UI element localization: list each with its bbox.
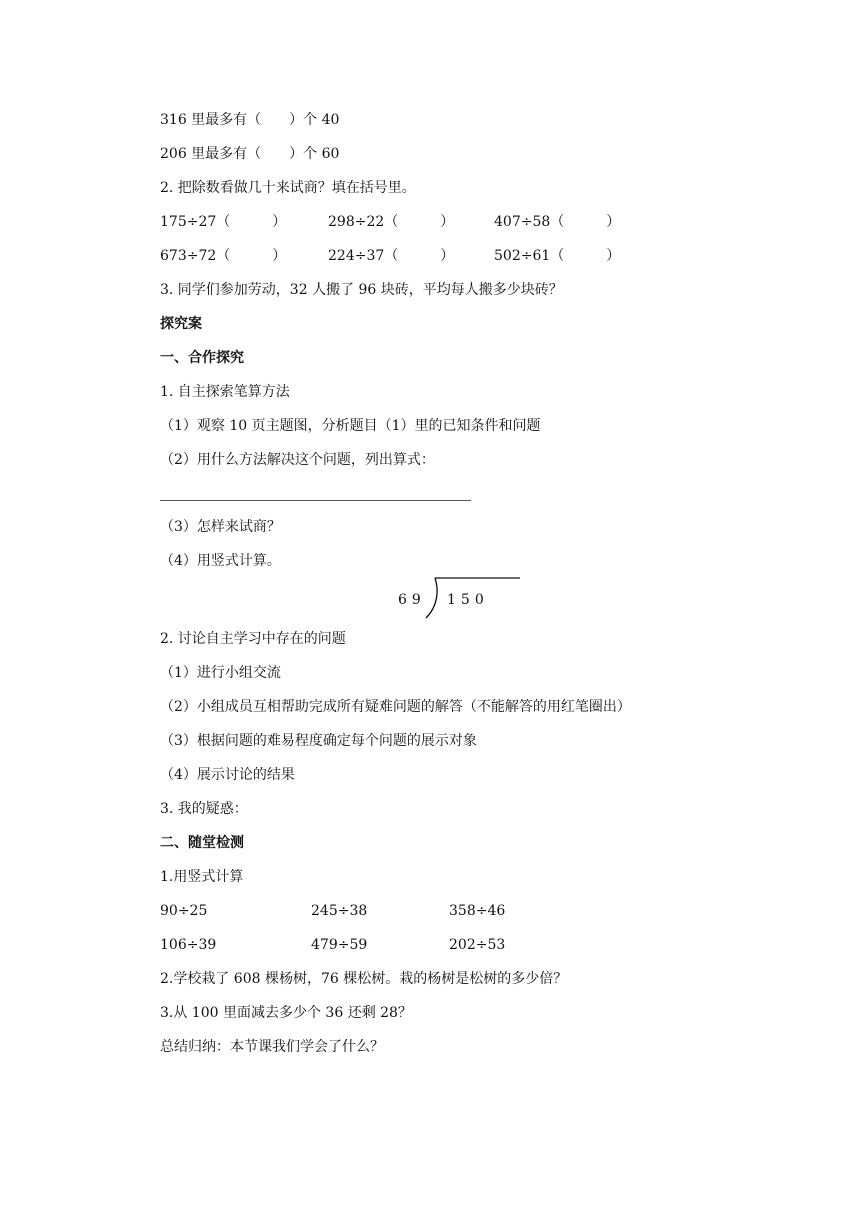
estimate-item: 224÷37（ ） [328, 248, 455, 264]
dividend-value: 150 [447, 592, 489, 608]
subheading-quiz: 二、随堂检测 [160, 835, 244, 851]
long-division-bracket [380, 574, 540, 622]
answer-line [160, 500, 471, 501]
practice-item: 106÷39 [160, 937, 217, 953]
step-1-item-3: （3）怎样来试商？ [160, 519, 281, 535]
step-1-item-2: （2）用什么方法解决这个问题，列出算式： [160, 452, 435, 468]
quiz-3-problem: 3.从 100 里面减去多少个 36 还剩 28？ [160, 1005, 412, 1021]
question-316-line: 316 里最多有（ ）个 40 [160, 112, 340, 128]
step-2-title: 2. 讨论自主学习中存在的问题 [160, 631, 346, 647]
estimate-item: 298÷22（ ） [328, 214, 455, 230]
estimate-item: 407÷58（ ） [494, 214, 621, 230]
step-2-item-3: （3）根据问题的难易程度确定每个问题的展示对象 [160, 733, 477, 749]
estimate-item: 175÷27（ ） [160, 214, 287, 230]
step-1-item-4: （4）用竖式计算。 [160, 553, 281, 569]
quiz-2-problem: 2.学校栽了 608 棵杨树，76 棵松树。栽的杨树是松树的多少倍？ [160, 971, 568, 987]
section-2-title: 2. 把除数看做几十来试商？填在括号里。 [160, 180, 416, 196]
section-heading-explore: 探究案 [160, 316, 202, 332]
word-problem-bricks: 3. 同学们参加劳动，32 人搬了 96 块砖，平均每人搬多少块砖？ [160, 282, 563, 298]
practice-item: 202÷53 [449, 937, 506, 953]
step-2-item-2: （2）小组成员互相帮助完成所有疑难问题的解答（不能解答的用红笔圈出） [160, 699, 631, 715]
estimate-item: 502÷61（ ） [494, 248, 621, 264]
question-206-line: 206 里最多有（ ）个 60 [160, 146, 340, 162]
divisor-value: 69 [398, 592, 426, 608]
step-1-item-1: （1）观察 10 页主题图，分析题目（1）里的已知条件和问题 [160, 418, 541, 434]
quiz-1-title: 1.用竖式计算 [160, 869, 244, 885]
step-3-title: 3. 我的疑惑： [160, 801, 248, 817]
summary-prompt: 总结归纳：本节课我们学会了什么？ [160, 1039, 384, 1055]
practice-item: 245÷38 [311, 903, 368, 919]
estimate-item: 673÷72（ ） [160, 248, 287, 264]
practice-item: 479÷59 [311, 937, 368, 953]
practice-item: 358÷46 [449, 903, 506, 919]
subheading-cooperative: 一、合作探究 [160, 350, 244, 366]
step-2-item-4: （4）展示讨论的结果 [160, 767, 295, 783]
step-2-item-1: （1）进行小组交流 [160, 665, 281, 681]
practice-item: 90÷25 [160, 903, 208, 919]
step-1-title: 1. 自主探索笔算方法 [160, 384, 290, 400]
